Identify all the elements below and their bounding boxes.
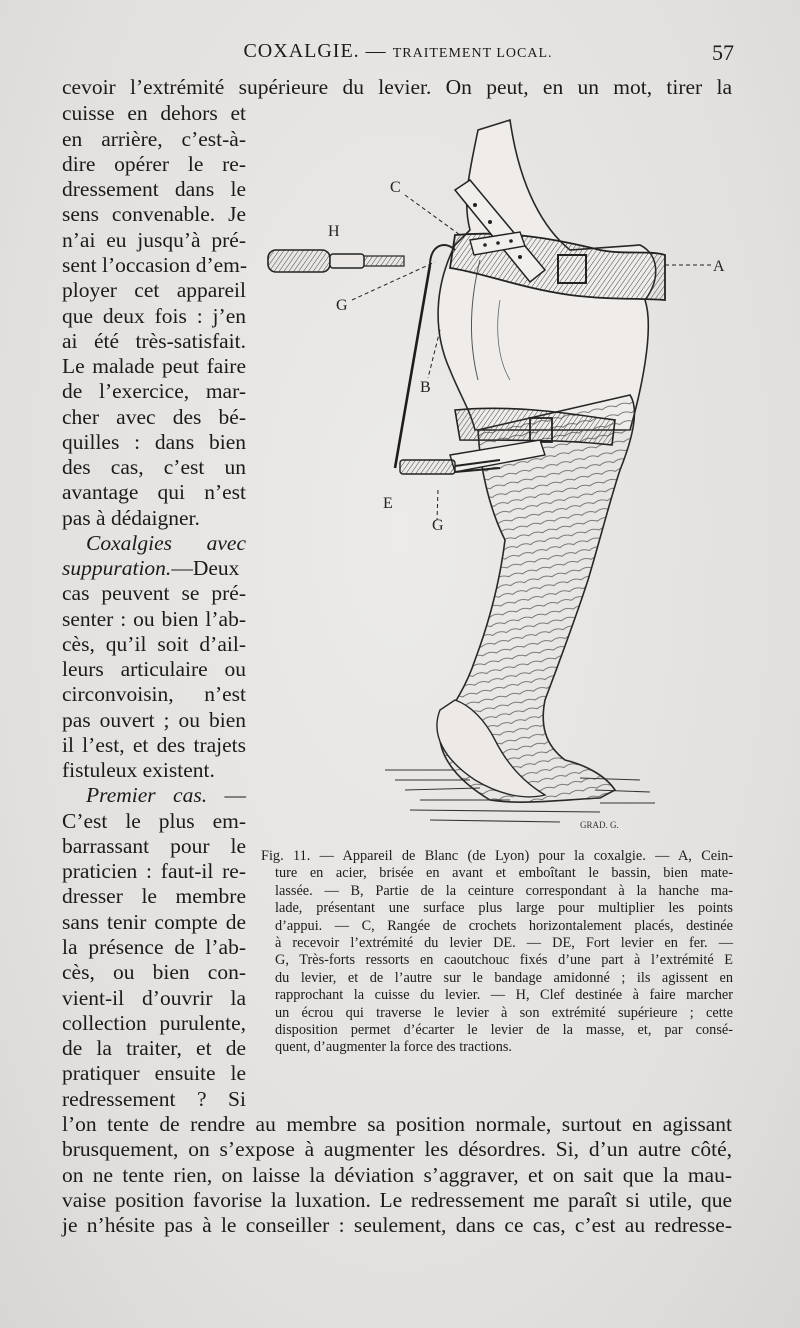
caption-line: ture en acier, brisée en avant et emboîtant le bassin, bien mate- <box>275 865 733 882</box>
column-line: que deux fois : j’en <box>62 304 246 328</box>
column-line: ai été très-satisfait. <box>62 329 246 353</box>
column-line: fistuleux existent. <box>62 758 215 782</box>
section-heading-rest: —Deux <box>171 556 240 580</box>
caption-line: lade, présentant une surface plus large pour multiplier les points <box>275 900 733 917</box>
caption-line: Fig. 11. — Appareil de Blanc (de Lyon) pour la coxalgie. — A, Cein- <box>261 848 733 864</box>
column-line: barrassant pour le <box>62 834 246 858</box>
page-number: 57 <box>712 40 734 65</box>
column-line: pas ouvert ; ou bien <box>62 708 246 732</box>
column-line: de la traiter, et de <box>62 1036 246 1060</box>
column-line: vient-il d’ouvrir la <box>62 986 246 1010</box>
caption-line: d’appui. — C, Rangée de crochets horizontalement placés, destinée <box>275 917 733 934</box>
caption-line: lassée. — B, Partie de la ceinture correspondant à la hanche ma- <box>275 882 733 899</box>
text-line-bottom: on ne tente rien, on laisse la déviation s’aggraver, et on sait que la mau- <box>62 1163 732 1187</box>
caption-line: rapprochant la cuisse du levier. — H, Clef destinée à faire marcher <box>275 987 733 1004</box>
column-line: cher avec des bé- <box>62 405 246 429</box>
column-line: sens convenable. Je <box>62 202 246 226</box>
figure-engraving <box>262 118 732 830</box>
caption-line: quent, d’augmenter la force des tractions. <box>275 1039 512 1056</box>
column-line: C’est le plus em- <box>62 809 246 833</box>
column-line: cès, ou bien con- <box>62 960 246 984</box>
running-title <box>62 40 734 63</box>
figure-label-a: A <box>713 258 725 275</box>
column-line: avantage qui n’est <box>62 480 246 504</box>
column-line: senter : ou bien l’ab- <box>62 607 246 631</box>
caption-line: à recevoir l’extrémité du levier DE. — DE, Fort levier en fer. — <box>275 935 733 952</box>
column-line: cès, qu’il soit d’ail- <box>62 632 246 656</box>
running-title-main: COXALGIE. — <box>243 40 387 62</box>
column-line: ployer cet appareil <box>62 278 246 302</box>
column-line: dressement dans le <box>62 177 246 201</box>
figure-label-b: B <box>420 379 431 396</box>
column-line: cuisse en dehors et <box>62 101 246 125</box>
figure-caption <box>261 848 733 1057</box>
column-line: Le malade peut faire <box>62 354 246 378</box>
figure-label-c: C <box>390 179 401 196</box>
column-line: il l’est, et des trajets <box>62 733 246 757</box>
column-line: la présence de l’ab- <box>62 935 246 959</box>
section-heading-line-2 <box>62 555 246 581</box>
figure-label-h: H <box>328 223 340 240</box>
caption-line: du levier, et de l’autre sur le bandage amidonné ; ils agissent en <box>275 969 733 986</box>
caption-line: un écrou qui traverse le levier à son extrémité supérieure ; cette <box>275 1004 733 1021</box>
column-line: sent l’occasion d’em- <box>62 253 248 277</box>
column-line: praticien : faut-il re- <box>62 859 246 883</box>
running-title-sub: TRAITEMENT LOCAL. <box>392 46 553 61</box>
column-line: de l’exercice, mar- <box>62 379 246 403</box>
figure-label-e: E <box>383 495 393 512</box>
column-line: dire opérer le re- <box>62 152 246 176</box>
text-line-bottom: l’on tente de rendre au membre sa position normale, surtout en agissant <box>62 1112 732 1136</box>
engraver-signature: GRAD. G. <box>580 820 619 830</box>
column-line: sans tenir compte de <box>62 910 246 934</box>
caption-line: disposition permet d’écarter le levier de la masse, et, par consé- <box>275 1022 733 1039</box>
column-line: pas à dédaigner. <box>62 506 200 530</box>
figure-label-g-top: G <box>336 297 348 314</box>
premier-cas-dash: — <box>224 783 246 807</box>
column-line: leurs articulaire ou <box>62 657 246 681</box>
section-heading: Coxalgies avec <box>86 531 246 555</box>
key-h <box>268 250 404 272</box>
text-line-bottom: vaise position favorise la luxation. Le redressement me paraît si utile, que <box>62 1188 732 1212</box>
text-line-top: cevoir l’extrémité supérieure du levier. On peut, en un mot, tirer la <box>62 75 732 99</box>
premier-cas-line <box>62 782 246 808</box>
column-line: quilles : dans bien <box>62 430 246 454</box>
text-line-bottom: je n’hésite pas à le conseiller : seulement, dans ce cas, c’est au redresse- <box>62 1213 732 1237</box>
column-line: dresser le membre <box>62 884 246 908</box>
text-line-bottom: brusquement, on s’expose à augmenter les désordres. Si, d’un autre côté, <box>62 1137 732 1161</box>
premier-cas-label: Premier cas. <box>86 783 208 807</box>
column-line: en arrière, c’est-à- <box>62 127 246 151</box>
lever-de <box>395 265 430 468</box>
column-line: cas peuvent se pré- <box>62 581 246 605</box>
column-line: pratiquer ensuite le <box>62 1061 246 1085</box>
column-line: collection purulente, <box>62 1011 246 1035</box>
caption-line: G, Très-forts ressorts en caoutchouc fixés d’une part à l’extrémité E <box>275 952 733 969</box>
running-header <box>62 40 734 70</box>
column-line: des cas, c’est un <box>62 455 246 479</box>
column-line: n’ai eu jusqu’à pré- <box>62 228 246 252</box>
column-line: circonvoisin, n’est <box>62 682 246 706</box>
figure-label-g-bottom: G <box>432 517 444 534</box>
section-heading-italic: suppuration. <box>62 556 172 580</box>
column-line: redressement ? Si <box>62 1087 246 1111</box>
